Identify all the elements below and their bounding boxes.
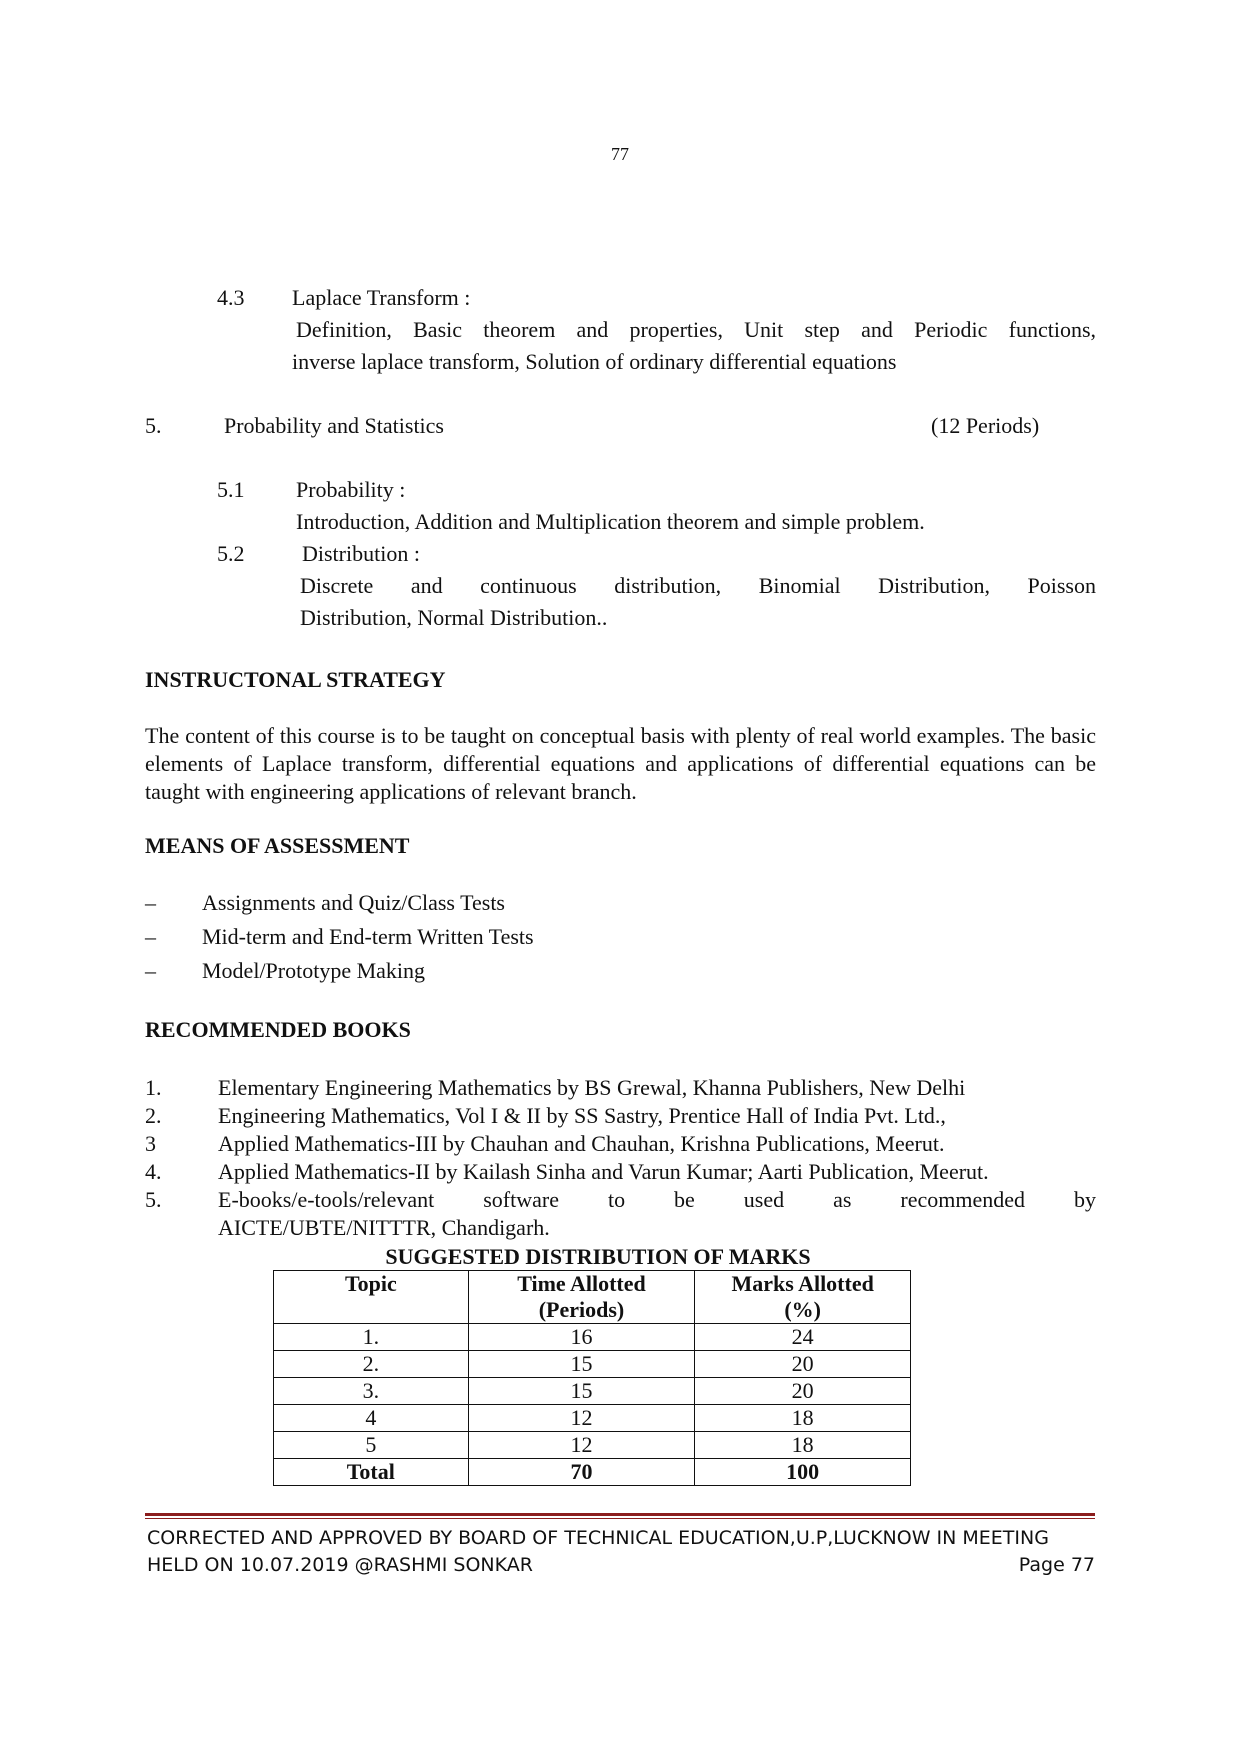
book-title: Engineering Mathematics, Vol I & II by SS Sastry, Prentice Hall of India Pvt. Ltd.,: [218, 1103, 946, 1128]
books-heading: RECOMMENDED BOOKS: [145, 1017, 411, 1042]
header-marks: [695, 1271, 911, 1324]
cell-time: 16: [468, 1324, 695, 1351]
footer-rule: [145, 1513, 1095, 1516]
assessment-item: Assignments and Quiz/Class Tests: [202, 890, 505, 915]
assessment-heading: MEANS OF ASSESSMENT: [145, 833, 410, 858]
book-title-continued: AICTE/UBTE/NITTTR, Chandigarh.: [218, 1215, 550, 1240]
book-number: 3: [145, 1131, 156, 1156]
header-marks-line-1: Marks Allotted: [731, 1271, 874, 1296]
footer-line-2: HELD ON 10.07.2019 @RASHMI SONKAR: [147, 1554, 533, 1576]
section-5-title: Probability and Statistics: [224, 413, 444, 438]
section-5-2-line-2: Distribution, Normal Distribution..: [300, 605, 608, 630]
section-5-1-line-1: Introduction, Addition and Multiplication theorem and simple problem.: [296, 509, 925, 534]
cell-topic: 3.: [274, 1378, 469, 1405]
cell-time: 12: [468, 1432, 695, 1459]
cell-time: 12: [468, 1405, 695, 1432]
cell-time: 15: [468, 1378, 695, 1405]
cell-topic: 2.: [274, 1351, 469, 1378]
table-row: [274, 1324, 911, 1351]
assessment-bullet: –: [145, 958, 156, 983]
footer-line-1: CORRECTED AND APPROVED BY BOARD OF TECHNICAL EDUCATION,U.P,LUCKNOW IN MEETING: [147, 1527, 1049, 1549]
strategy-paragraph: The content of this course is to be taught on conceptual basis with plenty of real world examples. The basic elements of Laplace transform, differential equations and applications of differential equations can be taught with engineering applications of relevant branch.: [145, 723, 1096, 804]
section-5-2-number: 5.2: [217, 541, 245, 566]
section-5-periods: (12 Periods): [931, 413, 1040, 438]
total-topic: Total: [274, 1459, 469, 1486]
assessment-bullet: –: [145, 924, 156, 949]
section-5-2-line-1: Discrete and continuous distribution, Binomial Distribution, Poisson: [300, 573, 1096, 598]
cell-topic: 5: [274, 1432, 469, 1459]
header-topic: [274, 1271, 469, 1324]
cell-topic: 4: [274, 1405, 469, 1432]
cell-marks: 24: [695, 1324, 911, 1351]
table-row: [274, 1378, 911, 1405]
section-4-3-line-1: Definition, Basic theorem and properties, Unit step and Periodic functions,: [296, 317, 1096, 342]
book-title: E-books/e-tools/relevant software to be used as recommended by: [218, 1187, 1096, 1212]
assessment-bullet: –: [145, 890, 156, 915]
cell-topic: 1.: [274, 1324, 469, 1351]
book-number: 1.: [145, 1075, 162, 1100]
table-row: [274, 1405, 911, 1432]
book-number: 2.: [145, 1103, 162, 1128]
section-5-1-title: Probability :: [296, 477, 406, 502]
table-header-row: [274, 1271, 911, 1324]
total-time: 70: [468, 1459, 695, 1486]
cell-time: 15: [468, 1351, 695, 1378]
header-time-line-1: Time Allotted: [517, 1271, 646, 1296]
book-title: Elementary Engineering Mathematics by BS Grewal, Khanna Publishers, New Delhi: [218, 1075, 966, 1100]
footer-rule-thin: [145, 1518, 1095, 1519]
table-total-row: [274, 1459, 911, 1486]
section-5-1-number: 5.1: [217, 477, 245, 502]
table-row: [274, 1432, 911, 1459]
section-4-3-title: Laplace Transform :: [292, 285, 471, 310]
marks-table: [273, 1270, 911, 1486]
section-4-3-line-2: inverse laplace transform, Solution of ordinary differential equations: [292, 349, 897, 374]
cell-marks: 18: [695, 1432, 911, 1459]
cell-marks: 18: [695, 1405, 911, 1432]
header-marks-line-2: (%): [784, 1297, 821, 1322]
book-number: 4.: [145, 1159, 162, 1184]
assessment-item: Mid-term and End-term Written Tests: [202, 924, 534, 949]
cell-marks: 20: [695, 1351, 911, 1378]
book-number: 5.: [145, 1187, 162, 1212]
footer-page-number: Page 77: [1018, 1554, 1095, 1576]
page-number: 77: [611, 144, 629, 164]
assessment-item: Model/Prototype Making: [202, 958, 426, 983]
header-time: [468, 1271, 695, 1324]
strategy-heading: INSTRUCTONAL STRATEGY: [145, 667, 446, 692]
section-4-3-number: 4.3: [217, 285, 245, 310]
book-title: Applied Mathematics-II by Kailash Sinha and Varun Kumar; Aarti Publication, Meerut.: [218, 1159, 989, 1184]
section-5-2-title: Distribution :: [302, 541, 420, 566]
marks-table-title: SUGGESTED DISTRIBUTION OF MARKS: [385, 1244, 811, 1269]
cell-marks: 20: [695, 1378, 911, 1405]
book-title: Applied Mathematics-III by Chauhan and Chauhan, Krishna Publications, Meerut.: [218, 1131, 945, 1156]
total-marks: 100: [695, 1459, 911, 1486]
table-row: [274, 1351, 911, 1378]
section-5-number: 5.: [145, 413, 162, 438]
header-topic-label: Topic: [344, 1271, 397, 1296]
header-time-line-2: (Periods): [538, 1297, 625, 1322]
